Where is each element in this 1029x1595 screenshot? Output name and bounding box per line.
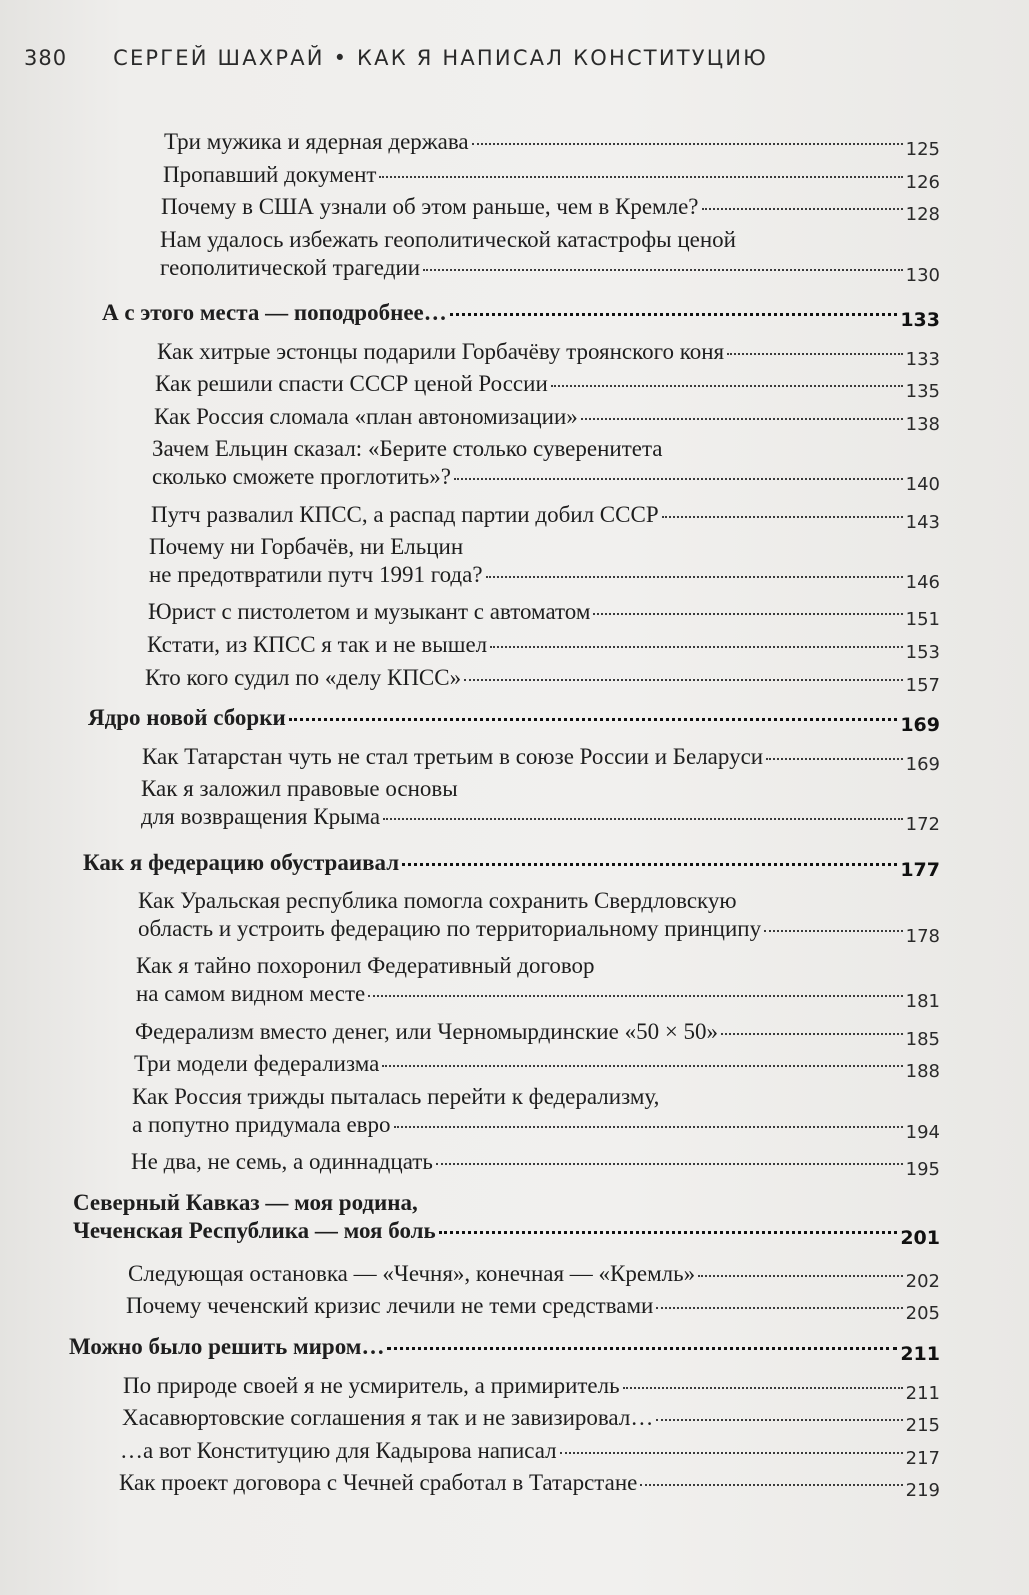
toc-entry-title: Как Россия трижды пыталась перейти к федерализму,: [132, 1083, 660, 1109]
toc-page-number: 133: [900, 309, 940, 331]
dot-leader: [439, 1230, 898, 1234]
toc-chapter: [88, 704, 940, 737]
toc-entry: [161, 193, 940, 226]
toc-entry-title: область и устроить федерацию по территориальному принципу: [138, 916, 762, 942]
toc-entry-title: Как проект договора с Чечней сработал в Татарстане: [119, 1470, 638, 1496]
toc-page-number: 151: [905, 609, 940, 631]
dot-leader: [454, 477, 903, 480]
toc-entry-title: Как я тайно похоронил Федеративный договор: [136, 953, 595, 979]
toc-page-number: 125: [905, 139, 940, 160]
toc-page-number: 135: [905, 381, 940, 403]
toc-chapter: [83, 849, 940, 881]
toc-page-number: 188: [905, 1061, 940, 1083]
toc-entry-title: …а вот Конституцию для Кадырова написал: [120, 1437, 557, 1463]
toc-entry-title: Как я заложил правовые основы: [141, 776, 458, 802]
dot-leader: [766, 757, 903, 760]
toc-entry-title: Как хитрые эстонцы подарили Горбачёву троянского коня: [157, 338, 725, 364]
toc-page-number: 211: [900, 1343, 940, 1365]
toc-entry-title: Хасавюртовские соглашения я так и не завизировал…: [122, 1405, 654, 1431]
dot-leader: [379, 175, 902, 178]
toc-page-number: 194: [905, 1121, 940, 1143]
dot-leader: [702, 207, 903, 210]
toc-entry: [163, 161, 940, 193]
toc-entry: [152, 435, 940, 496]
toc-page-number: 202: [905, 1270, 940, 1292]
toc-entry: [154, 403, 940, 435]
toc-entry-title: Ядро новой сборки: [88, 705, 286, 731]
toc-entry-title: Федерализм вместо денег, или Черномырдинские «50 × 50»: [135, 1018, 719, 1044]
dot-leader: [581, 417, 903, 420]
toc-entry-title: геополитической трагедии: [160, 254, 421, 280]
toc-page-number: 130: [905, 264, 940, 286]
toc-entry-title: Нам удалось избежать геополитической катастрофы ценой: [160, 226, 736, 252]
toc-entry: [141, 775, 940, 836]
toc-entry-title: Как Татарстан чуть не стал третьим в союзе России и Беларуси: [142, 743, 764, 769]
toc-entry-title: Не два, не семь, а одиннадцать: [131, 1149, 433, 1174]
toc-entry-title: Пропавший документ: [163, 161, 377, 187]
toc-entry: [136, 952, 940, 1013]
toc-entry-title: Три модели федерализма: [134, 1051, 380, 1077]
toc-entry-title: Можно было решить миром…: [69, 1334, 385, 1359]
toc-entry-title: Как решили спасти СССР ценой России: [155, 371, 548, 397]
dot-leader: [656, 1306, 902, 1309]
toc-chapter: [73, 1189, 940, 1249]
toc-page-number: 195: [905, 1159, 940, 1180]
toc-page-number: 126: [905, 171, 940, 193]
toc-entry-title: Почему чеченский кризис лечили не теми средствами: [126, 1293, 654, 1319]
toc-entry: [131, 1148, 940, 1180]
dot-leader: [593, 612, 902, 615]
toc-page-number: 181: [905, 991, 940, 1013]
toc-entry: [123, 1372, 940, 1404]
toc-entry-title: А с этого места — поподробнее…: [102, 300, 447, 325]
dot-leader: [289, 717, 898, 721]
toc-entry-title: Следующая остановка — «Чечня», конечная — «Кремль»: [128, 1260, 696, 1286]
toc-entry-title: Юрист с пистолетом и музыкант с автоматом: [148, 599, 591, 625]
dot-leader: [662, 515, 903, 518]
dot-leader: [450, 312, 898, 316]
dot-leader: [560, 1451, 903, 1454]
dot-leader: [551, 384, 903, 387]
toc-entry: [122, 1404, 940, 1437]
toc-page-number: 205: [905, 1303, 940, 1325]
toc-page-number: 169: [900, 714, 940, 737]
dot-leader: [472, 142, 903, 145]
dot-leader: [486, 575, 903, 578]
toc-page-number: 153: [905, 642, 940, 663]
toc-entry-title: Почему в США узнали об этом раньше, чем в Кремле?: [161, 194, 699, 220]
toc-entry: [145, 664, 940, 696]
toc-page-number: 140: [905, 474, 940, 496]
dot-leader: [382, 1064, 902, 1067]
toc-entry: [132, 1083, 940, 1143]
toc-entry-title: Кто кого судил по «делу КПСС»: [145, 664, 462, 690]
toc-entry: [138, 887, 940, 948]
toc-entry-title: Три мужика и ядерная держава: [164, 129, 469, 154]
toc-entry-title: сколько сможете проглотить»?: [152, 464, 451, 490]
toc-entry-title: Почему ни Горбачёв, ни Ельцин: [149, 534, 464, 560]
toc-entry: [134, 1050, 940, 1083]
dot-leader: [368, 994, 902, 997]
toc-page-number: 219: [905, 1480, 940, 1502]
toc-entry: [148, 598, 940, 631]
dot-leader: [394, 1125, 903, 1128]
toc-page-number: 128: [905, 204, 940, 226]
toc-entry-title: а попутно придумала евро: [132, 1111, 391, 1137]
toc-page-number: 146: [905, 572, 940, 594]
dot-leader: [656, 1418, 902, 1421]
toc-entry: [164, 128, 940, 160]
toc-entry: [135, 1018, 940, 1050]
toc-page-number: 177: [900, 858, 940, 881]
dot-leader: [436, 1162, 903, 1165]
toc-entry: [120, 1437, 940, 1469]
toc-page-number: 215: [905, 1415, 940, 1437]
toc-entry-title: Как я федерацию обустраивал: [83, 849, 400, 875]
page-number: 380: [24, 46, 68, 70]
toc-entry-title: Как Уральская республика помогла сохранить Свердловскую: [138, 888, 737, 914]
toc-entry: [160, 226, 940, 286]
dot-leader: [721, 1032, 903, 1035]
toc-page-number: 185: [905, 1028, 940, 1050]
toc-entry: [128, 1260, 940, 1292]
dot-leader: [490, 645, 903, 648]
dot-leader: [383, 817, 903, 820]
dot-leader: [423, 268, 903, 271]
toc-entry-title: для возвращения Крыма: [141, 804, 381, 830]
toc-page-number: 172: [905, 814, 940, 836]
toc-entry: [157, 338, 940, 370]
dot-leader: [464, 678, 903, 681]
toc-entry: [155, 370, 940, 403]
running-head: [24, 46, 768, 70]
toc-entry-title: Зачем Ельцин сказал: «Берите столько суверенитета: [152, 436, 663, 462]
dot-leader: [640, 1483, 902, 1486]
dot-leader: [387, 1346, 897, 1350]
toc-page-number: 138: [905, 413, 940, 435]
toc-page-number: 169: [905, 753, 940, 775]
dot-leader: [727, 352, 903, 355]
toc-entry: [149, 533, 940, 594]
toc-entry-title: на самом видном месте: [136, 981, 366, 1007]
toc-entry: [151, 501, 940, 533]
toc-page-number: 157: [905, 674, 940, 696]
toc-chapter: [69, 1333, 940, 1365]
running-title: СЕРГЕЙ ШАХРАЙ • КАК Я НАПИСАЛ КОНСТИТУЦИЮ: [113, 46, 769, 70]
toc-entry-title: По природе своей я не усмиритель, а примиритель: [123, 1372, 620, 1398]
toc-entry-title: Путч развалил КПСС, а распад партии добил СССР: [151, 501, 659, 527]
toc-page-number: 211: [905, 1382, 940, 1404]
toc-entry: [119, 1469, 940, 1502]
toc-entry-title: Чеченская Республика — моя боль: [73, 1217, 436, 1243]
toc-page-number: 178: [905, 926, 940, 948]
toc-entry-title: Кстати, из КПСС я так и не вышел: [147, 632, 488, 657]
toc-entry-title: Северный Кавказ — моя родина,: [73, 1189, 418, 1215]
dot-leader: [402, 862, 897, 866]
toc-page-number: 143: [905, 511, 940, 533]
toc-entry-title: Как Россия сломала «план автономизации»: [154, 403, 578, 429]
toc-entry: [126, 1292, 940, 1325]
toc-page-number: 201: [900, 1226, 940, 1249]
toc-chapter: [102, 299, 940, 331]
toc-page-number: 133: [905, 348, 940, 370]
dot-leader: [623, 1386, 903, 1389]
toc-entry: [142, 743, 940, 775]
dot-leader: [698, 1274, 903, 1277]
toc-entry: [147, 631, 940, 663]
dot-leader: [764, 929, 903, 932]
toc-page-number: 217: [905, 1447, 940, 1469]
toc-entry-title: не предотвратили путч 1991 года?: [149, 562, 483, 588]
